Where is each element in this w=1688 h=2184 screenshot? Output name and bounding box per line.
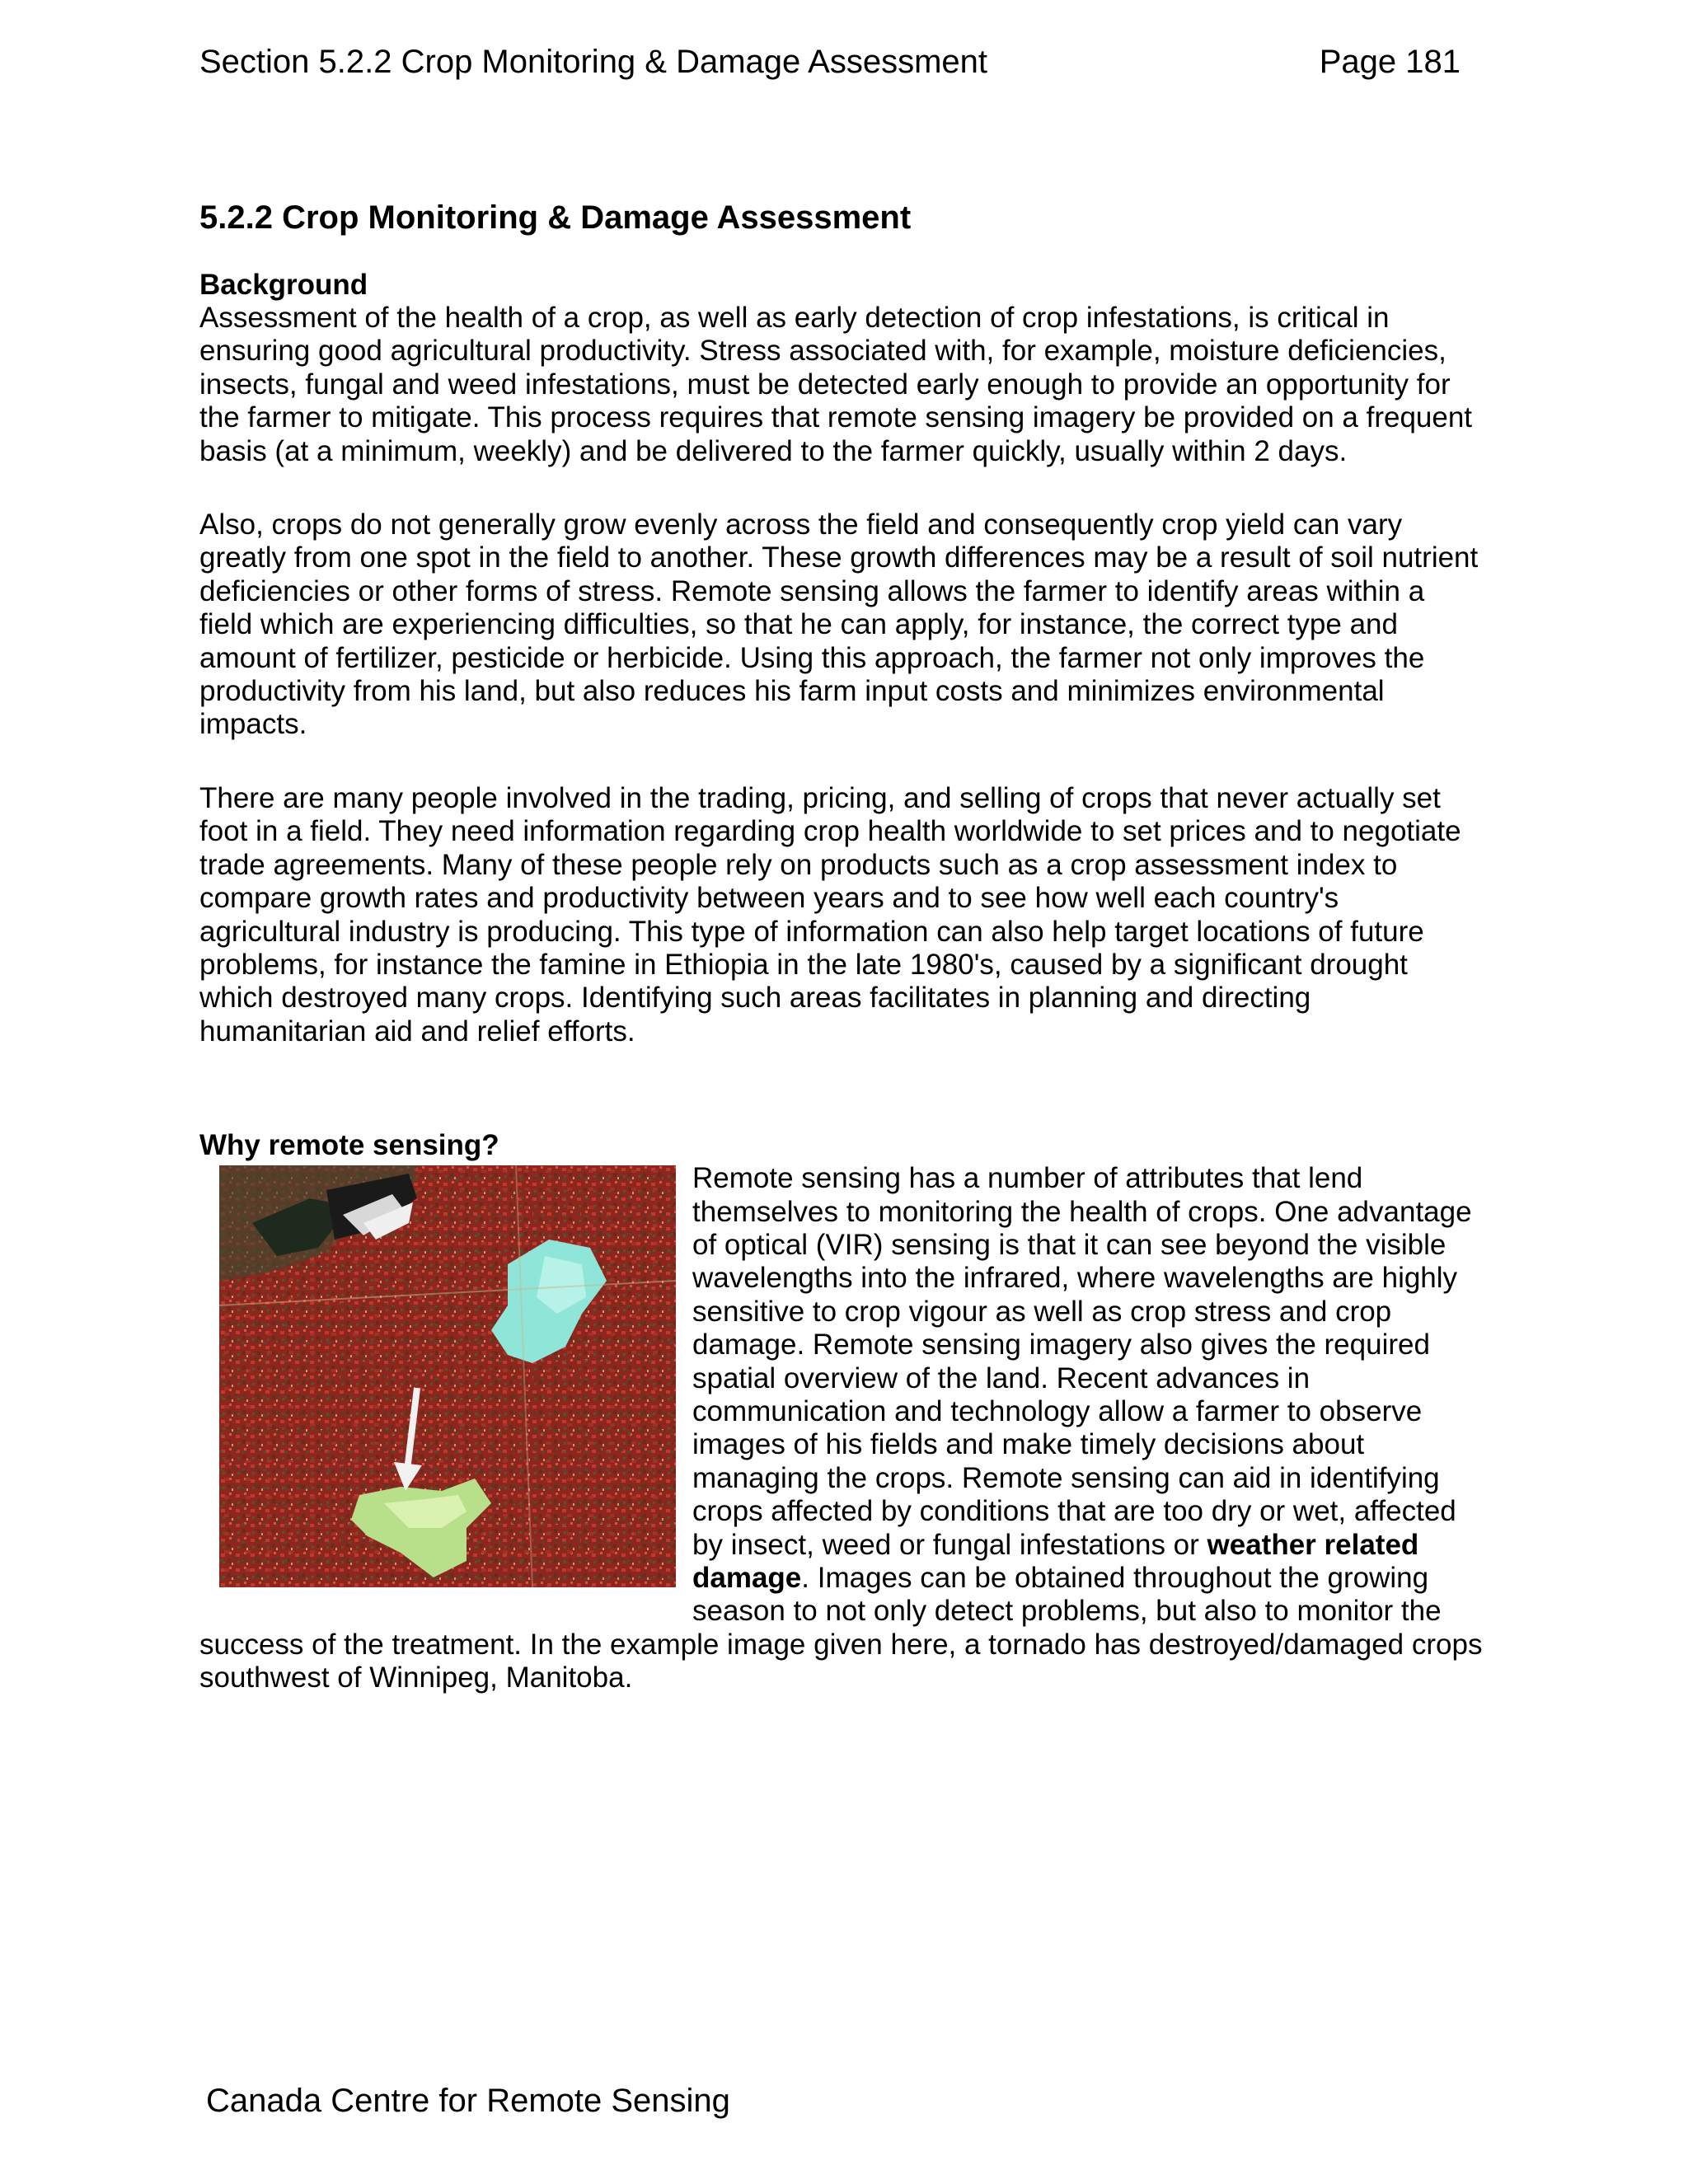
why-bold-text: weather related damage (692, 1528, 1419, 1594)
background-paragraph-2: Also, crops do not generally grow evenly across the field and consequently crop yield can vary greatly from one spot in the field to another. These growth differences may be a result of soil nutrient deficiencies or other forms of stress. Remote sensing allows the farmer to identify areas within a field which are experiencing difficulties, so that he can apply, for instance, the correct type and amount of fertilizer, pesticide or herbicide. Using this approach, the farmer not only improves the productivity from his land, but also reduces his farm input costs and minimizes environmental impacts. (199, 509, 1479, 741)
background-paragraph-3: There are many people involved in the trading, pricing, and selling of crops that never actually set foot in a field. They need information regarding crop health worldwide to set prices and to negotiate trade agreements. Many of these people rely on products such as a crop assessment index to compare growth rates and productivity between years and to see how well each country's agricultural industry is producing. This type of information can also help target locations of future problems, for instance the famine in Ethiopia in the late 1980's, caused by a significant drought which destroyed many crops. Identifying such areas facilitates in planning and directing humanitarian aid and relief efforts. (199, 781, 1461, 1047)
background-heading: Background (199, 269, 368, 301)
why-text-part-1: Remote sensing has a number of attributes that lend themselves to monitoring the health of crops. One advantage of optical (VIR) sensing is that it can see beyond the visible wavelengths into the infrared, where wavelengths are highly sensitive to crop vigour as well as crop stress and crop damage. Remote sensing imagery also gives the required spatial overview of the land. Recent advances in communication and technology allow a farmer to observe images of his fields and make timely decisions about managing the crops. Remote sensing can aid in identifying crops affected by conditions that are too dry or wet, affected by insect, weed or fungal infestations or (692, 1162, 1472, 1561)
background-paragraph-1: Assessment of the health of a crop, as well as early detection of crop infestations, is critical in ensuring good agricultural productivity. Stress associated with, for example, moisture deficiencies, insects, fungal and weed infestations, must be detected early enough to provide an opportunity for the farmer to mitigate. This process requires that remote sensing imagery be provided on a frequent basis (at a minimum, weekly) and be delivered to the farmer quickly, usually within 2 days. (199, 302, 1473, 467)
header-page-number: Page 181 (1319, 44, 1461, 80)
satellite-image-tornado-damage (219, 1165, 676, 1587)
header-section-label: Section 5.2.2 Crop Monitoring & Damage Assessment (199, 44, 988, 80)
why-remote-sensing-heading: Why remote sensing? (199, 1129, 499, 1162)
footer: Canada Centre for Remote Sensing (206, 2083, 730, 2119)
main-content (199, 196, 1485, 1695)
why-text-part-2: . Images can be obtained throughout the growing season to not only detect problems, but also to monitor the success of the treatment. In the example image given here, a tornado has destroyed/damaged crops southwest of Winnipeg, Manitoba. (199, 1562, 1483, 1694)
figure (199, 1162, 692, 1624)
section-title: 5.2.2 Crop Monitoring & Damage Assessment (199, 199, 912, 236)
